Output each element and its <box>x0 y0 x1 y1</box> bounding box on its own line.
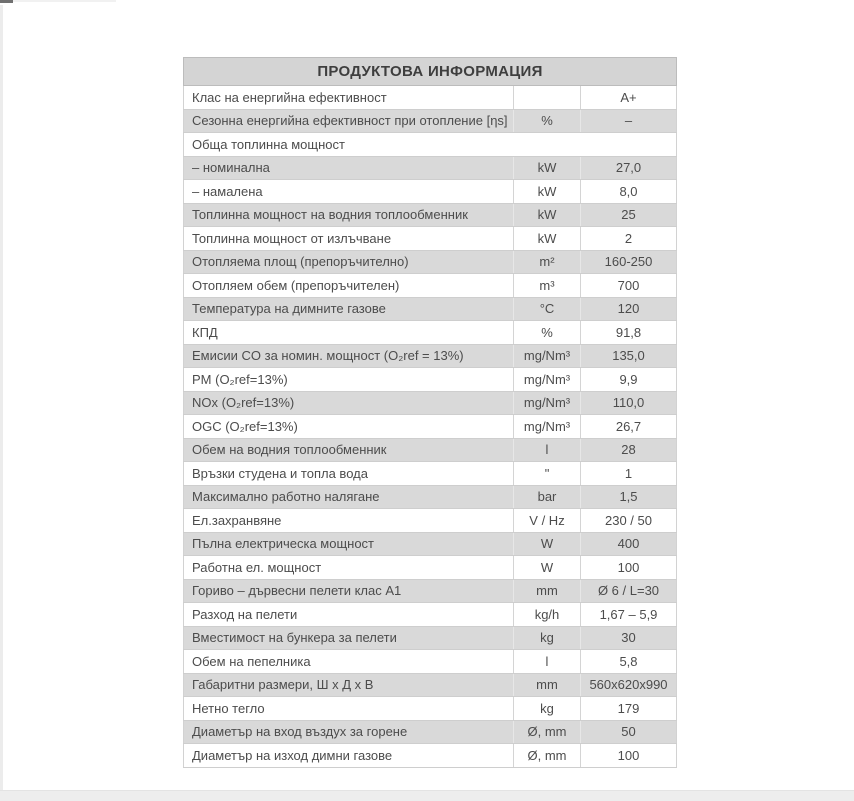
table-row <box>184 203 677 227</box>
row-unit-cell: mg/Nm³ <box>514 344 581 368</box>
table-row <box>184 344 677 368</box>
row-label-cell: Диаметър на вход въздух за горене <box>184 720 514 744</box>
row-unit-cell: kW <box>514 180 581 204</box>
row-label-cell: PM (O₂ref=13%) <box>184 368 514 392</box>
table-title: ПРОДУКТОВА ИНФОРМАЦИЯ <box>184 58 677 86</box>
row-value-cell: A+ <box>581 86 677 110</box>
table-row <box>184 579 677 603</box>
row-value-cell: 230 / 50 <box>581 509 677 533</box>
row-label-cell: – номинална <box>184 156 514 180</box>
table-row <box>184 603 677 627</box>
product-info-table <box>183 57 677 768</box>
table-row <box>184 462 677 486</box>
row-value-cell: 8,0 <box>581 180 677 204</box>
row-label-cell: Клас на енергийна ефективност <box>184 86 514 110</box>
row-value-cell: 160-250 <box>581 250 677 274</box>
row-value-cell: 2 <box>581 227 677 251</box>
row-label-cell: Разход на пелети <box>184 603 514 627</box>
row-value-cell: 700 <box>581 274 677 298</box>
row-value-cell: – <box>581 109 677 133</box>
table-row <box>184 368 677 392</box>
row-unit-cell <box>514 86 581 110</box>
row-unit-cell: mm <box>514 673 581 697</box>
table-row <box>184 250 677 274</box>
row-unit-cell: bar <box>514 485 581 509</box>
row-value-cell: 400 <box>581 532 677 556</box>
section-row-label: Обща топлинна мощност <box>184 133 677 157</box>
row-value-cell: 560x620x990 <box>581 673 677 697</box>
table-row <box>184 744 677 768</box>
bottom-bar <box>0 790 854 801</box>
table-row <box>184 438 677 462</box>
row-unit-cell: °C <box>514 297 581 321</box>
row-unit-cell: kg <box>514 626 581 650</box>
row-unit-cell: % <box>514 321 581 345</box>
row-unit-cell: mm <box>514 579 581 603</box>
row-label-cell: Емисии CO за номин. мощност (O₂ref = 13%) <box>184 344 514 368</box>
table-row <box>184 650 677 674</box>
row-unit-cell: Ø, mm <box>514 744 581 768</box>
scrollbar-fragment <box>0 0 13 3</box>
row-value-cell: 1,67 – 5,9 <box>581 603 677 627</box>
row-unit-cell: kg <box>514 697 581 721</box>
table-header-row <box>184 58 677 86</box>
row-unit-cell: kg/h <box>514 603 581 627</box>
table-row <box>184 297 677 321</box>
row-value-cell: 1,5 <box>581 485 677 509</box>
row-value-cell: 5,8 <box>581 650 677 674</box>
table-row <box>184 532 677 556</box>
row-value-cell: 179 <box>581 697 677 721</box>
row-label-cell: Вместимост на бункера за пелети <box>184 626 514 650</box>
row-unit-cell: kW <box>514 203 581 227</box>
row-unit-cell: l <box>514 438 581 462</box>
row-label-cell: КПД <box>184 321 514 345</box>
row-value-cell: 110,0 <box>581 391 677 415</box>
row-value-cell: 1 <box>581 462 677 486</box>
row-value-cell: 28 <box>581 438 677 462</box>
row-label-cell: OGC (O₂ref=13%) <box>184 415 514 439</box>
row-unit-cell: V / Hz <box>514 509 581 533</box>
row-label-cell: Отопляем обем (препоръчителен) <box>184 274 514 298</box>
row-unit-cell: mg/Nm³ <box>514 368 581 392</box>
row-label-cell: Сезонна енергийна ефективност при отопление [ηs] <box>184 109 514 133</box>
row-value-cell: 50 <box>581 720 677 744</box>
row-label-cell: Отопляема площ (препоръчително) <box>184 250 514 274</box>
table-row <box>184 415 677 439</box>
row-value-cell: 91,8 <box>581 321 677 345</box>
row-label-cell: – намалена <box>184 180 514 204</box>
row-unit-cell: l <box>514 650 581 674</box>
table-row <box>184 720 677 744</box>
left-edge-strip <box>0 5 3 790</box>
row-unit-cell: m³ <box>514 274 581 298</box>
row-unit-cell: kW <box>514 156 581 180</box>
row-value-cell: Ø 6 / L=30 <box>581 579 677 603</box>
row-label-cell: Пълна електрическа мощност <box>184 532 514 556</box>
table-row <box>184 86 677 110</box>
row-label-cell: Обем на пепелника <box>184 650 514 674</box>
table-row <box>184 156 677 180</box>
table-row <box>184 274 677 298</box>
row-value-cell: 27,0 <box>581 156 677 180</box>
row-label-cell: Топлинна мощност на водния топлообменник <box>184 203 514 227</box>
row-unit-cell: " <box>514 462 581 486</box>
row-unit-cell: W <box>514 532 581 556</box>
table-row <box>184 485 677 509</box>
row-unit-cell: W <box>514 556 581 580</box>
row-value-cell: 100 <box>581 744 677 768</box>
row-label-cell: Обем на водния топлообменник <box>184 438 514 462</box>
table-row <box>184 556 677 580</box>
row-value-cell: 135,0 <box>581 344 677 368</box>
row-label-cell: Температура на димните газове <box>184 297 514 321</box>
row-label-cell: Нетно тегло <box>184 697 514 721</box>
row-value-cell: 26,7 <box>581 415 677 439</box>
table-row <box>184 391 677 415</box>
row-label-cell: NOx (O₂ref=13%) <box>184 391 514 415</box>
row-unit-cell: % <box>514 109 581 133</box>
row-label-cell: Гориво – дървесни пелети клас А1 <box>184 579 514 603</box>
table-row <box>184 697 677 721</box>
row-label-cell: Работна ел. мощност <box>184 556 514 580</box>
row-unit-cell: mg/Nm³ <box>514 391 581 415</box>
table-row <box>184 673 677 697</box>
table-row <box>184 509 677 533</box>
row-unit-cell: kW <box>514 227 581 251</box>
row-unit-cell: m² <box>514 250 581 274</box>
top-edge-artifact <box>0 0 116 2</box>
table-row <box>184 109 677 133</box>
row-unit-cell: Ø, mm <box>514 720 581 744</box>
table-row <box>184 227 677 251</box>
spec-table-body <box>184 86 677 768</box>
row-value-cell: 9,9 <box>581 368 677 392</box>
row-label-cell: Диаметър на изход димни газове <box>184 744 514 768</box>
table-row <box>184 321 677 345</box>
row-label-cell: Габаритни размери, Ш х Д х В <box>184 673 514 697</box>
row-value-cell: 120 <box>581 297 677 321</box>
row-label-cell: Връзки студена и топла вода <box>184 462 514 486</box>
row-label-cell: Топлинна мощност от излъчване <box>184 227 514 251</box>
row-value-cell: 30 <box>581 626 677 650</box>
table-row <box>184 133 677 157</box>
row-value-cell: 25 <box>581 203 677 227</box>
table-row <box>184 626 677 650</box>
row-unit-cell: mg/Nm³ <box>514 415 581 439</box>
row-label-cell: Максимално работно налягане <box>184 485 514 509</box>
row-label-cell: Ел.захранвяне <box>184 509 514 533</box>
table-row <box>184 180 677 204</box>
row-value-cell: 100 <box>581 556 677 580</box>
